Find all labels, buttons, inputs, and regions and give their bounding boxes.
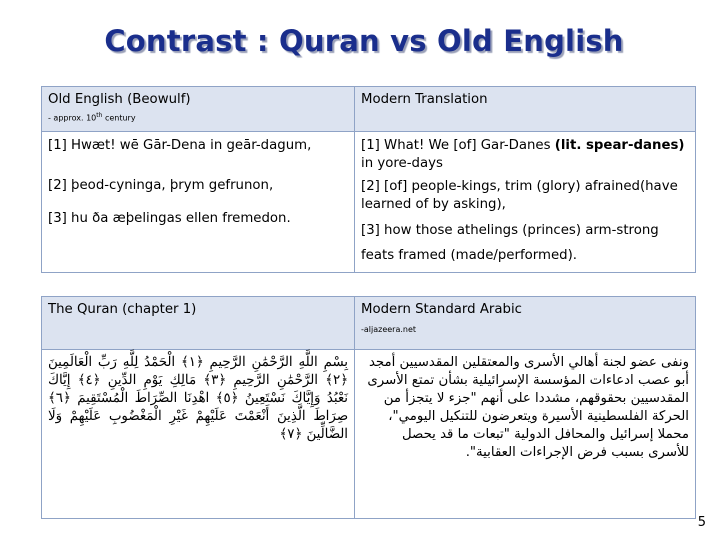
beowulf-table xyxy=(41,86,696,273)
page-number: 5 xyxy=(697,515,706,530)
old-english-line-2: [2] þeod-cyninga, þrym gefrunon, xyxy=(48,178,274,193)
beowulf-table-header-row xyxy=(42,87,696,132)
quran-fatiha-text: بِسْمِ اللَّهِ الرَّحْمَٰنِ الرَّحِيمِ ﴿١﴾ الْحَمْدُ لِلَّهِ رَبِّ الْعَالَمِينَ ﴿٢﴾ الرَّحْمَٰنِ الرَّحِيمِ ﴿٣﴾ مَالِكِ يَوْمِ الدِّينِ ﴿٤﴾ إِيَّاكَ نَعْبُدُ وَإِيَّاكَ نَسْتَعِينُ ﴿٥﴾ اهْدِنَا الصِّرَاطَ الْمُسْتَقِيمَ ﴿٦﴾ صِرَاطَ الَّذِينَ أَنْعَمْتَ عَلَيْهِمْ غَيْرِ الْمَغْضُوبِ عَلَيْهِمْ وَلَا الضَّالِّينَ ﴿٧﴾ xyxy=(42,350,355,519)
beowulf-table-body-row xyxy=(42,132,696,273)
header-quran: The Quran (chapter 1) xyxy=(42,297,355,350)
quran-table-body-row xyxy=(42,350,696,519)
header-old-english xyxy=(42,87,355,132)
modern-translation-text xyxy=(355,132,696,273)
header-old-english-date: - approx. 10th century xyxy=(48,112,136,123)
header-modern-translation: Modern Translation xyxy=(355,87,696,132)
source-credit: -aljazeera.net xyxy=(361,325,417,334)
translation-line-3: [3] how those athelings (princes) arm-strong feats framed (made/performed). xyxy=(361,223,659,263)
old-english-line-1: [1] Hwæt! wē Gār-Dena in geār-dagum, xyxy=(48,138,312,153)
quran-table-header-row xyxy=(42,297,696,350)
header-msa: Modern Standard Arabic -aljazeera.net xyxy=(355,297,696,350)
msa-arabic-text: ونفى عضو لجنة أهالي الأسرى والمعتقلين المقدسيين أمجد أبو عصب ادعاءات المؤسسة الإسرائيلية بشأن تمتع الأسرى المقدسيين بحقوقهم، مشددا على أنهم "جزء لا يتجزأ من الحركة الفلسطينية الأسيرة ويتعرضون للتنكيل اليومي"، محملا إسرائيل والمحافل الدولية "تبعات ما قد يحصل للأسرى بسبب فرض الإجراءات العقابية". xyxy=(355,350,696,519)
translation-line-1: [1] What! We [of] Gar-Danes (lit. spear-danes) in yore-days xyxy=(361,138,685,171)
quran-table xyxy=(41,296,696,519)
old-english-text xyxy=(42,132,355,273)
old-english-line-3: [3] hu ða æþelingas ellen fremedon. xyxy=(48,211,291,226)
slide-title: Contrast : Quran vs Old English xyxy=(104,24,624,58)
translation-line-2: [2] [of] people-kings, trim (glory) afrained(have learned of by asking), xyxy=(361,179,678,212)
header-old-english-label: Old English (Beowulf) xyxy=(48,92,191,107)
